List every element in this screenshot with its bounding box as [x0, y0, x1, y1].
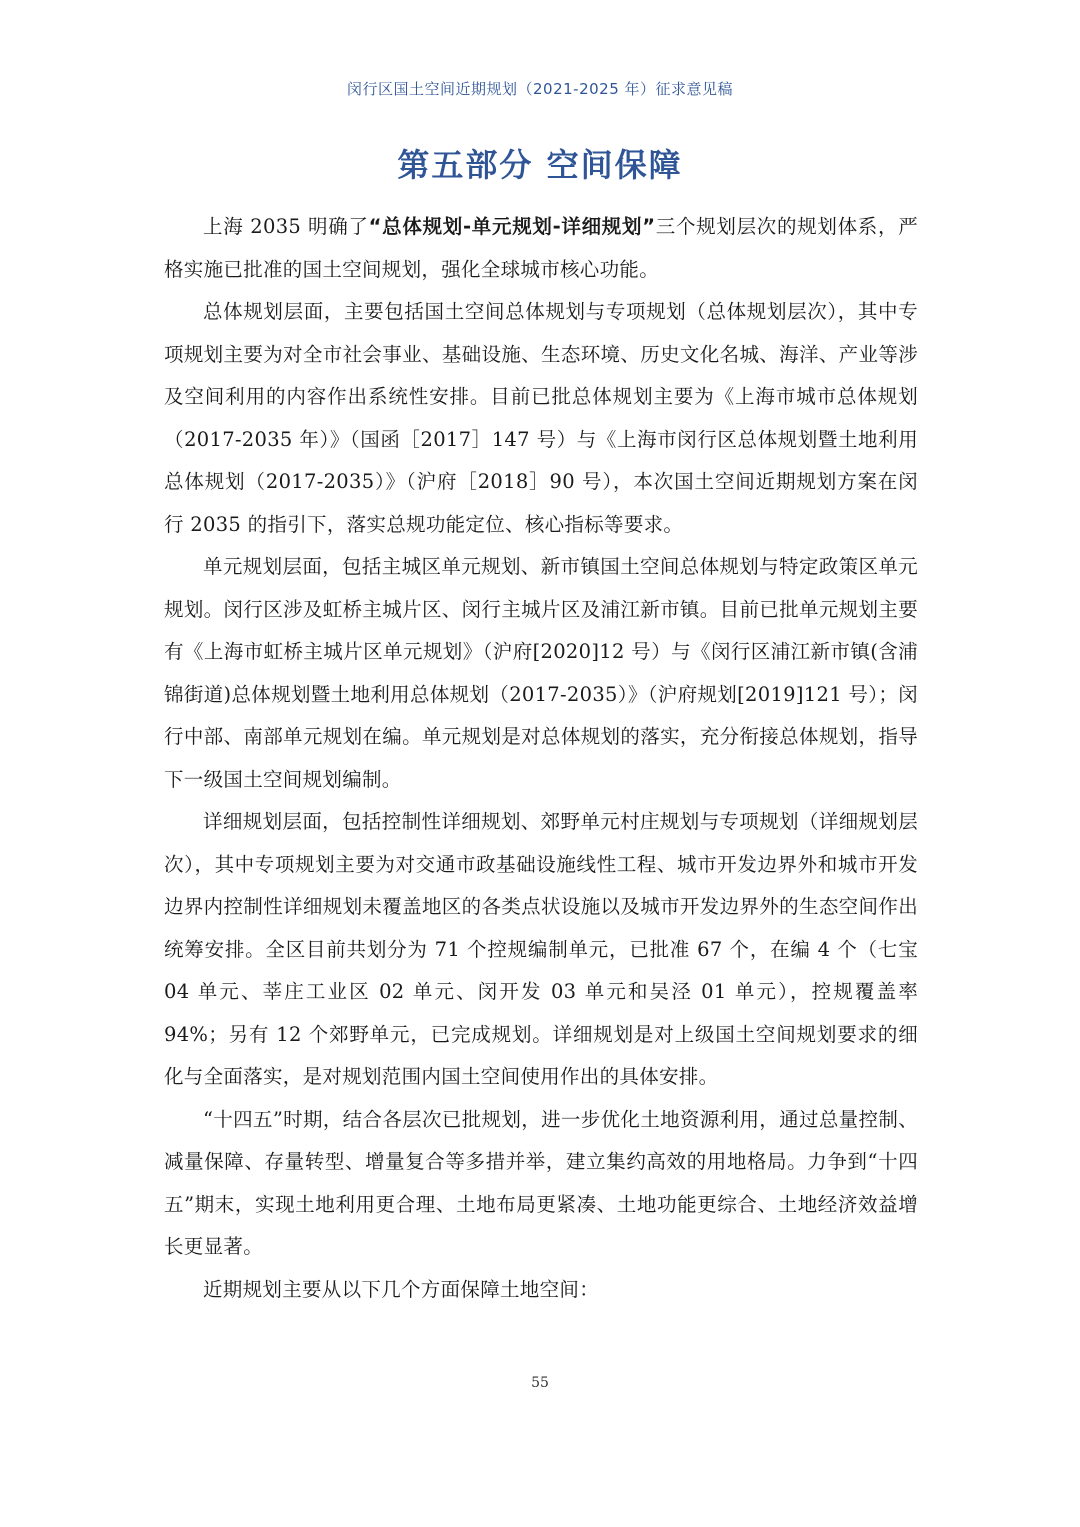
page-number: 55 [531, 1375, 549, 1391]
emphasis-text: “总体规划-单元规划-详细规划” [368, 215, 656, 238]
body-text [164, 206, 918, 1311]
part-title: 第五部分 空间保障 [397, 146, 683, 184]
paragraph-master-plan: 总体规划层面，主要包括国土空间总体规划与专项规划（总体规划层次），其中专项规划主要为对全市社会事业、基础设施、生态环境、历史文化名城、海洋、产业等涉及空间利用的内容作出系统性安排。目前已批总体规划主要为《上海市城市总体规划（2017-2035 年）》（国函［2017］147 号）与《上海市闵行区总体规划暨土地利用总体规划（2017-2035）》（沪府［2018］90 号），本次国土空间近期规划方案在闵行 2035 的指引下，落实总规功能定位、核心指标等要求。 [164, 300, 918, 536]
paragraph-detailed-plan: 详细规划层面，包括控制性详细规划、郊野单元村庄规划与专项规划（详细规划层次），其中专项规划主要为对交通市政基础设施线性工程、城市开发边界外和城市开发边界内控制性详细规划未覆盖地区的各类点状设施以及城市开发边界外的生态空间作出统筹安排。全区目前共划分为 71 个控规编制单元，已批准 67 个，在编 4 个（七宝 04 单元、莘庄工业区 02 单元、闵开发 03 单元和吴泾 01 单元），控规覆盖率 94%；另有 12 个郊野单元，已完成规划。详细规划是对上级国土空间规划要求的细化与全面落实，是对规划范围内国土空间使用作出的具体安排。 [164, 810, 918, 1088]
running-header: 闵行区国土空间近期规划（2021-2025 年）征求意见稿 [346, 80, 734, 98]
paragraph-intro-list: 近期规划主要从以下几个方面保障土地空间： [203, 1277, 600, 1301]
paragraph-text: 三个规划层次的规划体系，严格实施已批准的国土空间规划，强化全球城市核心功能。 [164, 215, 918, 281]
paragraph-planning-levels [164, 206, 918, 291]
paragraph-unit-plan: 单元规划层面，包括主城区单元规划、新市镇国土空间总体规划与特定政策区单元规划。闵行区涉及虹桥主城片区、闵行主城片区及浦江新市镇。目前已批单元规划主要有《上海市虹桥主城片区单元规划》（沪府[2020]12 号）与《闵行区浦江新市镇(含浦锦街道)总体规划暨土地利用总体规划（2017-2035）》（沪府规划[2019]121 号）；闵行中部、南部单元规划在编。单元规划是对总体规划的落实，充分衔接总体规划，指导下一级国土空间规划编制。 [164, 555, 918, 791]
paragraph-14th-five-year: “十四五”时期，结合各层次已批规划，进一步优化土地资源利用，通过总量控制、减量保障、存量转型、增量复合等多措并举，建立集约高效的用地格局。力争到“十四五”期末，实现土地利用更合理、土地布局更紧凑、土地功能更综合、土地经济效益增长更显著。 [164, 1107, 918, 1258]
paragraph-text: 上海 2035 明确了 [203, 215, 369, 238]
